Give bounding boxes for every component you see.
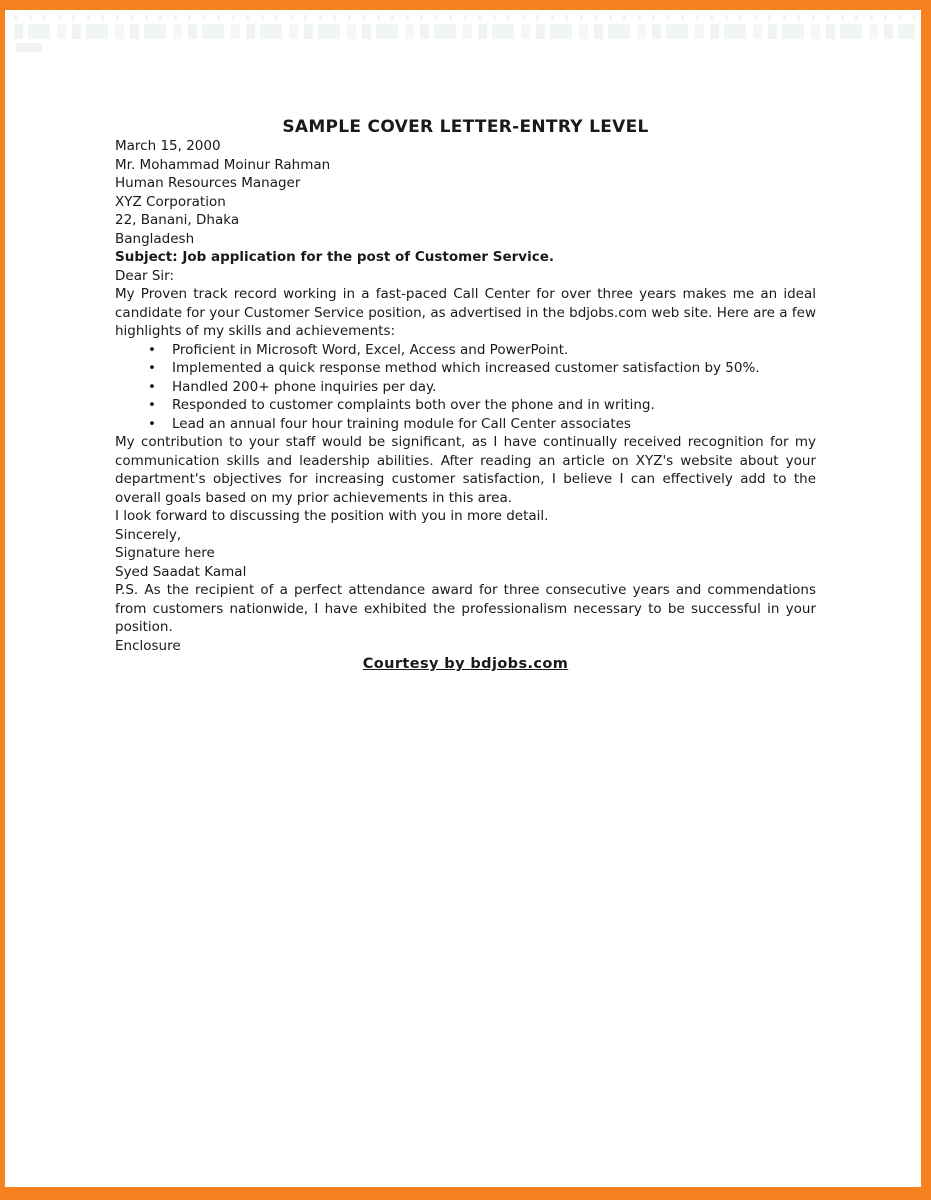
bullet-item: • Proficient in Microsoft Word, Excel, Access and PowerPoint. <box>115 341 816 360</box>
contribution-paragraph: My contribution to your staff would be significant, as I have continually received recognition for my communication skills and leadership abilities. After reading an article on XYZ's website about your department's objectives for increasing customer satisfaction, I believe I can effectively add to the overall goals based on my prior achievements in this area. <box>115 434 816 506</box>
bullet-item: • Responded to customer complaints both over the phone and in writing. <box>115 396 816 415</box>
letter-date: March 15, 2000 <box>115 138 221 154</box>
bullet-item: • Lead an annual four hour training module for Call Center associates <box>115 415 816 434</box>
cover-letter-document <box>115 0 816 674</box>
postscript-paragraph: P.S. As the recipient of a perfect attendance award for three consecutive years and commendations from customers nationwide, I have exhibited the professionalism necessary to be successful in your position. <box>115 582 816 635</box>
signature-name: Syed Saadat Kamal <box>115 563 247 580</box>
recipient-name: Mr. Mohammad Moinur Rahman <box>115 156 331 173</box>
recipient-company: XYZ Corporation <box>115 193 226 210</box>
subject-line: Subject: Job application for the post of Customer Service. <box>115 249 554 265</box>
skills-bullet-list <box>115 341 816 434</box>
watermark-fragment <box>16 43 42 52</box>
enclosure-note: Enclosure <box>115 637 181 654</box>
recipient-address-block <box>115 156 816 249</box>
signature-block <box>115 544 816 581</box>
footer-credit: Courtesy by bdjobs.com <box>362 656 569 672</box>
signoff: Sincerely, <box>115 526 182 543</box>
bullet-item: • Implemented a quick response method which increased customer satisfaction by 50%. <box>115 359 816 378</box>
bullet-item: • Handled 200+ phone inquiries per day. <box>115 378 816 397</box>
recipient-street: 22, Banani, Dhaka <box>115 212 240 228</box>
document-title: SAMPLE COVER LETTER-ENTRY LEVEL <box>282 117 649 137</box>
closing-line: I look forward to discussing the position with you in more detail. <box>115 508 549 524</box>
intro-paragraph: My Proven track record working in a fast-paced Call Center for over three years makes me an ideal candidate for your Customer Service position, as advertised in the bdjobs.com web site. Here are a few highlights of my skills and achievements: <box>115 286 816 339</box>
recipient-country: Bangladesh <box>115 230 195 247</box>
salutation: Dear Sir: <box>115 267 174 284</box>
recipient-job-title: Human Resources Manager <box>115 175 301 191</box>
signature-placeholder: Signature here <box>115 545 215 561</box>
